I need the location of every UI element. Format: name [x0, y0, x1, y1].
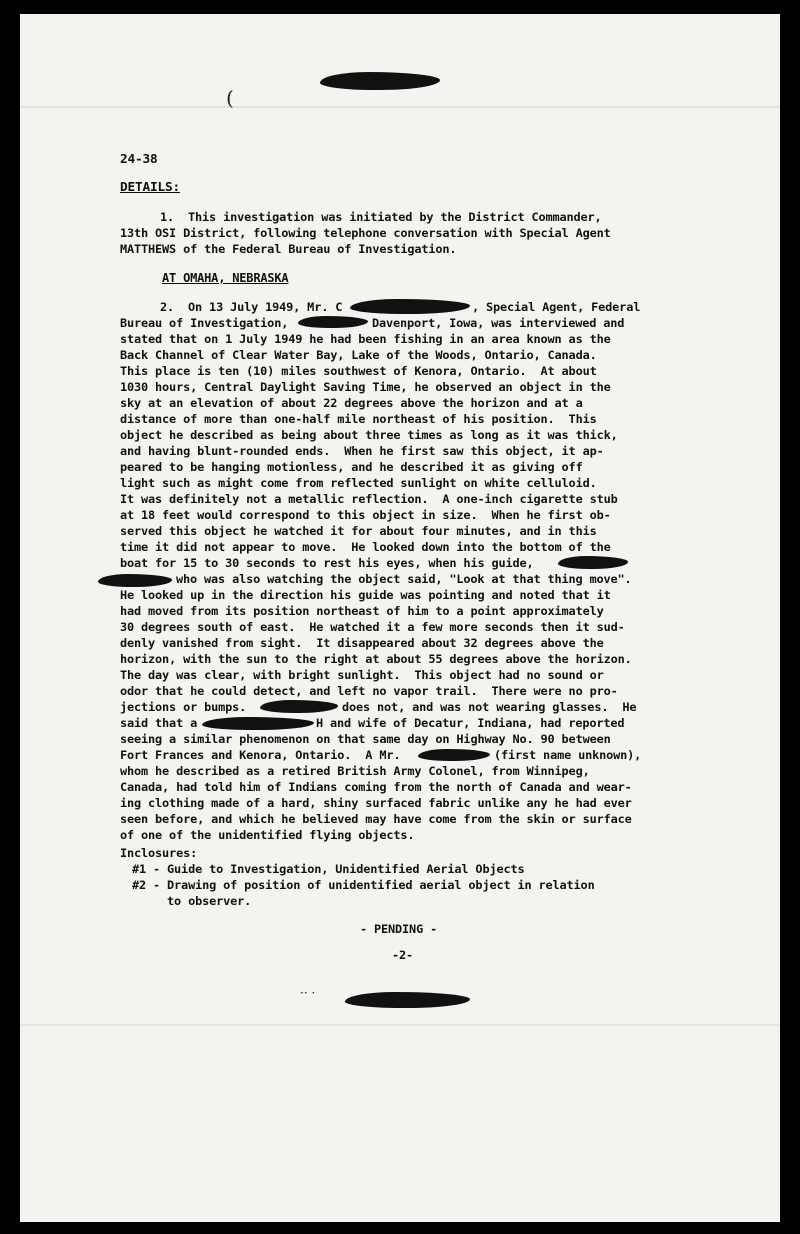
status-label: - PENDING -: [360, 922, 438, 936]
paragraph2-line: 2. On 13 July 1949, Mr. C: [160, 300, 343, 314]
section-heading: DETAILS:: [120, 180, 181, 195]
paragraph2-line: denly vanished from sight. It disappeared about 32 degrees above the: [120, 636, 604, 650]
paragraph2-line: who was also watching the object said, "Look at that thing move".: [176, 572, 632, 586]
paragraph2-line: jections or bumps.: [120, 700, 247, 714]
paragraph2-line: at 18 feet would correspond to this object in size. When he first ob-: [120, 508, 611, 522]
redaction: [260, 700, 338, 713]
redaction: [350, 299, 470, 314]
redaction: [98, 574, 172, 587]
paragraph2-line: 1030 hours, Central Daylight Saving Time, he observed an object in the: [120, 380, 611, 394]
handwritten-mark: (: [226, 86, 234, 110]
paragraph2-line: seen before, and which he believed may have come from the skin or surface: [120, 812, 632, 826]
paragraph2-line: light such as might come from reflected sunlight on white celluloid.: [120, 476, 597, 490]
paragraph2-line: Bureau of Investigation,: [120, 316, 289, 330]
paragraph2-line: time it did not appear to move. He looked down into the bottom of the: [120, 540, 611, 554]
redaction-top: [320, 72, 440, 90]
redaction: [298, 316, 368, 328]
paragraph2-line: of one of the unidentified flying objects.: [120, 828, 415, 842]
paragraph2-line: said that a: [120, 716, 198, 730]
page-number: -2-: [392, 948, 414, 962]
paragraph2-line: horizon, with the sun to the right at about 55 degrees above the horizon.: [120, 652, 632, 666]
paragraph2-fragment: does not, and was not wearing glasses. He: [342, 700, 637, 714]
paragraph2-line: had moved from its position northeast of him to a point approximately: [120, 604, 604, 618]
paragraph2-line: This place is ten (10) miles southwest of Kenora, Ontario. At about: [120, 364, 597, 378]
paragraph2-fragment: (first name unknown),: [494, 748, 642, 762]
scan-artifact: [20, 106, 780, 108]
inclosure-item: #2 - Drawing of position of unidentified aerial object in relation: [132, 878, 595, 892]
paragraph1-line: 1. This investigation was initiated by the District Commander,: [160, 210, 602, 224]
paragraph2-line: sky at an elevation of about 22 degrees above the horizon and at a: [120, 396, 583, 410]
paragraph2-line: boat for 15 to 30 seconds to rest his eyes, when his guide,: [120, 556, 534, 570]
redaction: [202, 717, 314, 730]
location-heading: AT OMAHA, NEBRASKA: [162, 271, 289, 285]
paragraph2-line: served this object he watched it for about four minutes, and in this: [120, 524, 597, 538]
inclosure-item: #1 - Guide to Investigation, Unidentified Aerial Objects: [132, 862, 525, 876]
document-page: [20, 14, 780, 1222]
paragraph2-line: Back Channel of Clear Water Bay, Lake of the Woods, Ontario, Canada.: [120, 348, 597, 362]
paragraph2-line: stated that on 1 July 1949 he had been fishing in an area known as the: [120, 332, 611, 346]
redaction-bottom: [345, 992, 470, 1008]
paragraph2-fragment: , Special Agent, Federal: [472, 300, 641, 314]
paragraph2-line: seeing a similar phenomenon on that same day on Highway No. 90 between: [120, 732, 611, 746]
redaction: [558, 556, 628, 569]
redaction: [418, 749, 490, 761]
paragraph1-line: 13th OSI District, following telephone conversation with Special Agent: [120, 226, 611, 240]
paragraph2-line: He looked up in the direction his guide was pointing and noted that it: [120, 588, 611, 602]
paragraph2-line: Canada, had told him of Indians coming from the north of Canada and wear-: [120, 780, 632, 794]
paragraph2-line: The day was clear, with bright sunlight. This object had no sound or: [120, 668, 604, 682]
paragraph2-line: distance of more than one-half mile northeast of his position. This: [120, 412, 597, 426]
scan-artifact: [20, 1024, 780, 1026]
paragraph2-fragment: Davenport, Iowa, was interviewed and: [372, 316, 625, 330]
paragraph2-line: 30 degrees south of east. He watched it a few more seconds then it sud-: [120, 620, 625, 634]
inclosures-heading: Inclosures:: [120, 846, 198, 860]
paragraph1-line: MATTHEWS of the Federal Bureau of Investigation.: [120, 242, 457, 256]
scan-speckle: ·· ·: [300, 986, 316, 1000]
paragraph2-line: It was definitely not a metallic reflection. A one-inch cigarette stub: [120, 492, 618, 506]
paragraph2-line: whom he described as a retired British Army Colonel, from Winnipeg,: [120, 764, 590, 778]
paragraph2-line: ing clothing made of a hard, shiny surfaced fabric unlike any he had ever: [120, 796, 632, 810]
file-number: 24-38: [120, 152, 158, 167]
paragraph2-line: peared to be hanging motionless, and he described it as giving off: [120, 460, 583, 474]
paragraph2-line: object he described as being about three times as long as it was thick,: [120, 428, 618, 442]
paragraph2-line: Fort Frances and Kenora, Ontario. A Mr.: [120, 748, 401, 762]
paragraph2-fragment: H and wife of Decatur, Indiana, had reported: [316, 716, 625, 730]
paragraph2-line: and having blunt-rounded ends. When he first saw this object, it ap-: [120, 444, 604, 458]
inclosure-item: to observer.: [132, 894, 252, 908]
paragraph2-line: odor that he could detect, and left no vapor trail. There were no pro-: [120, 684, 618, 698]
